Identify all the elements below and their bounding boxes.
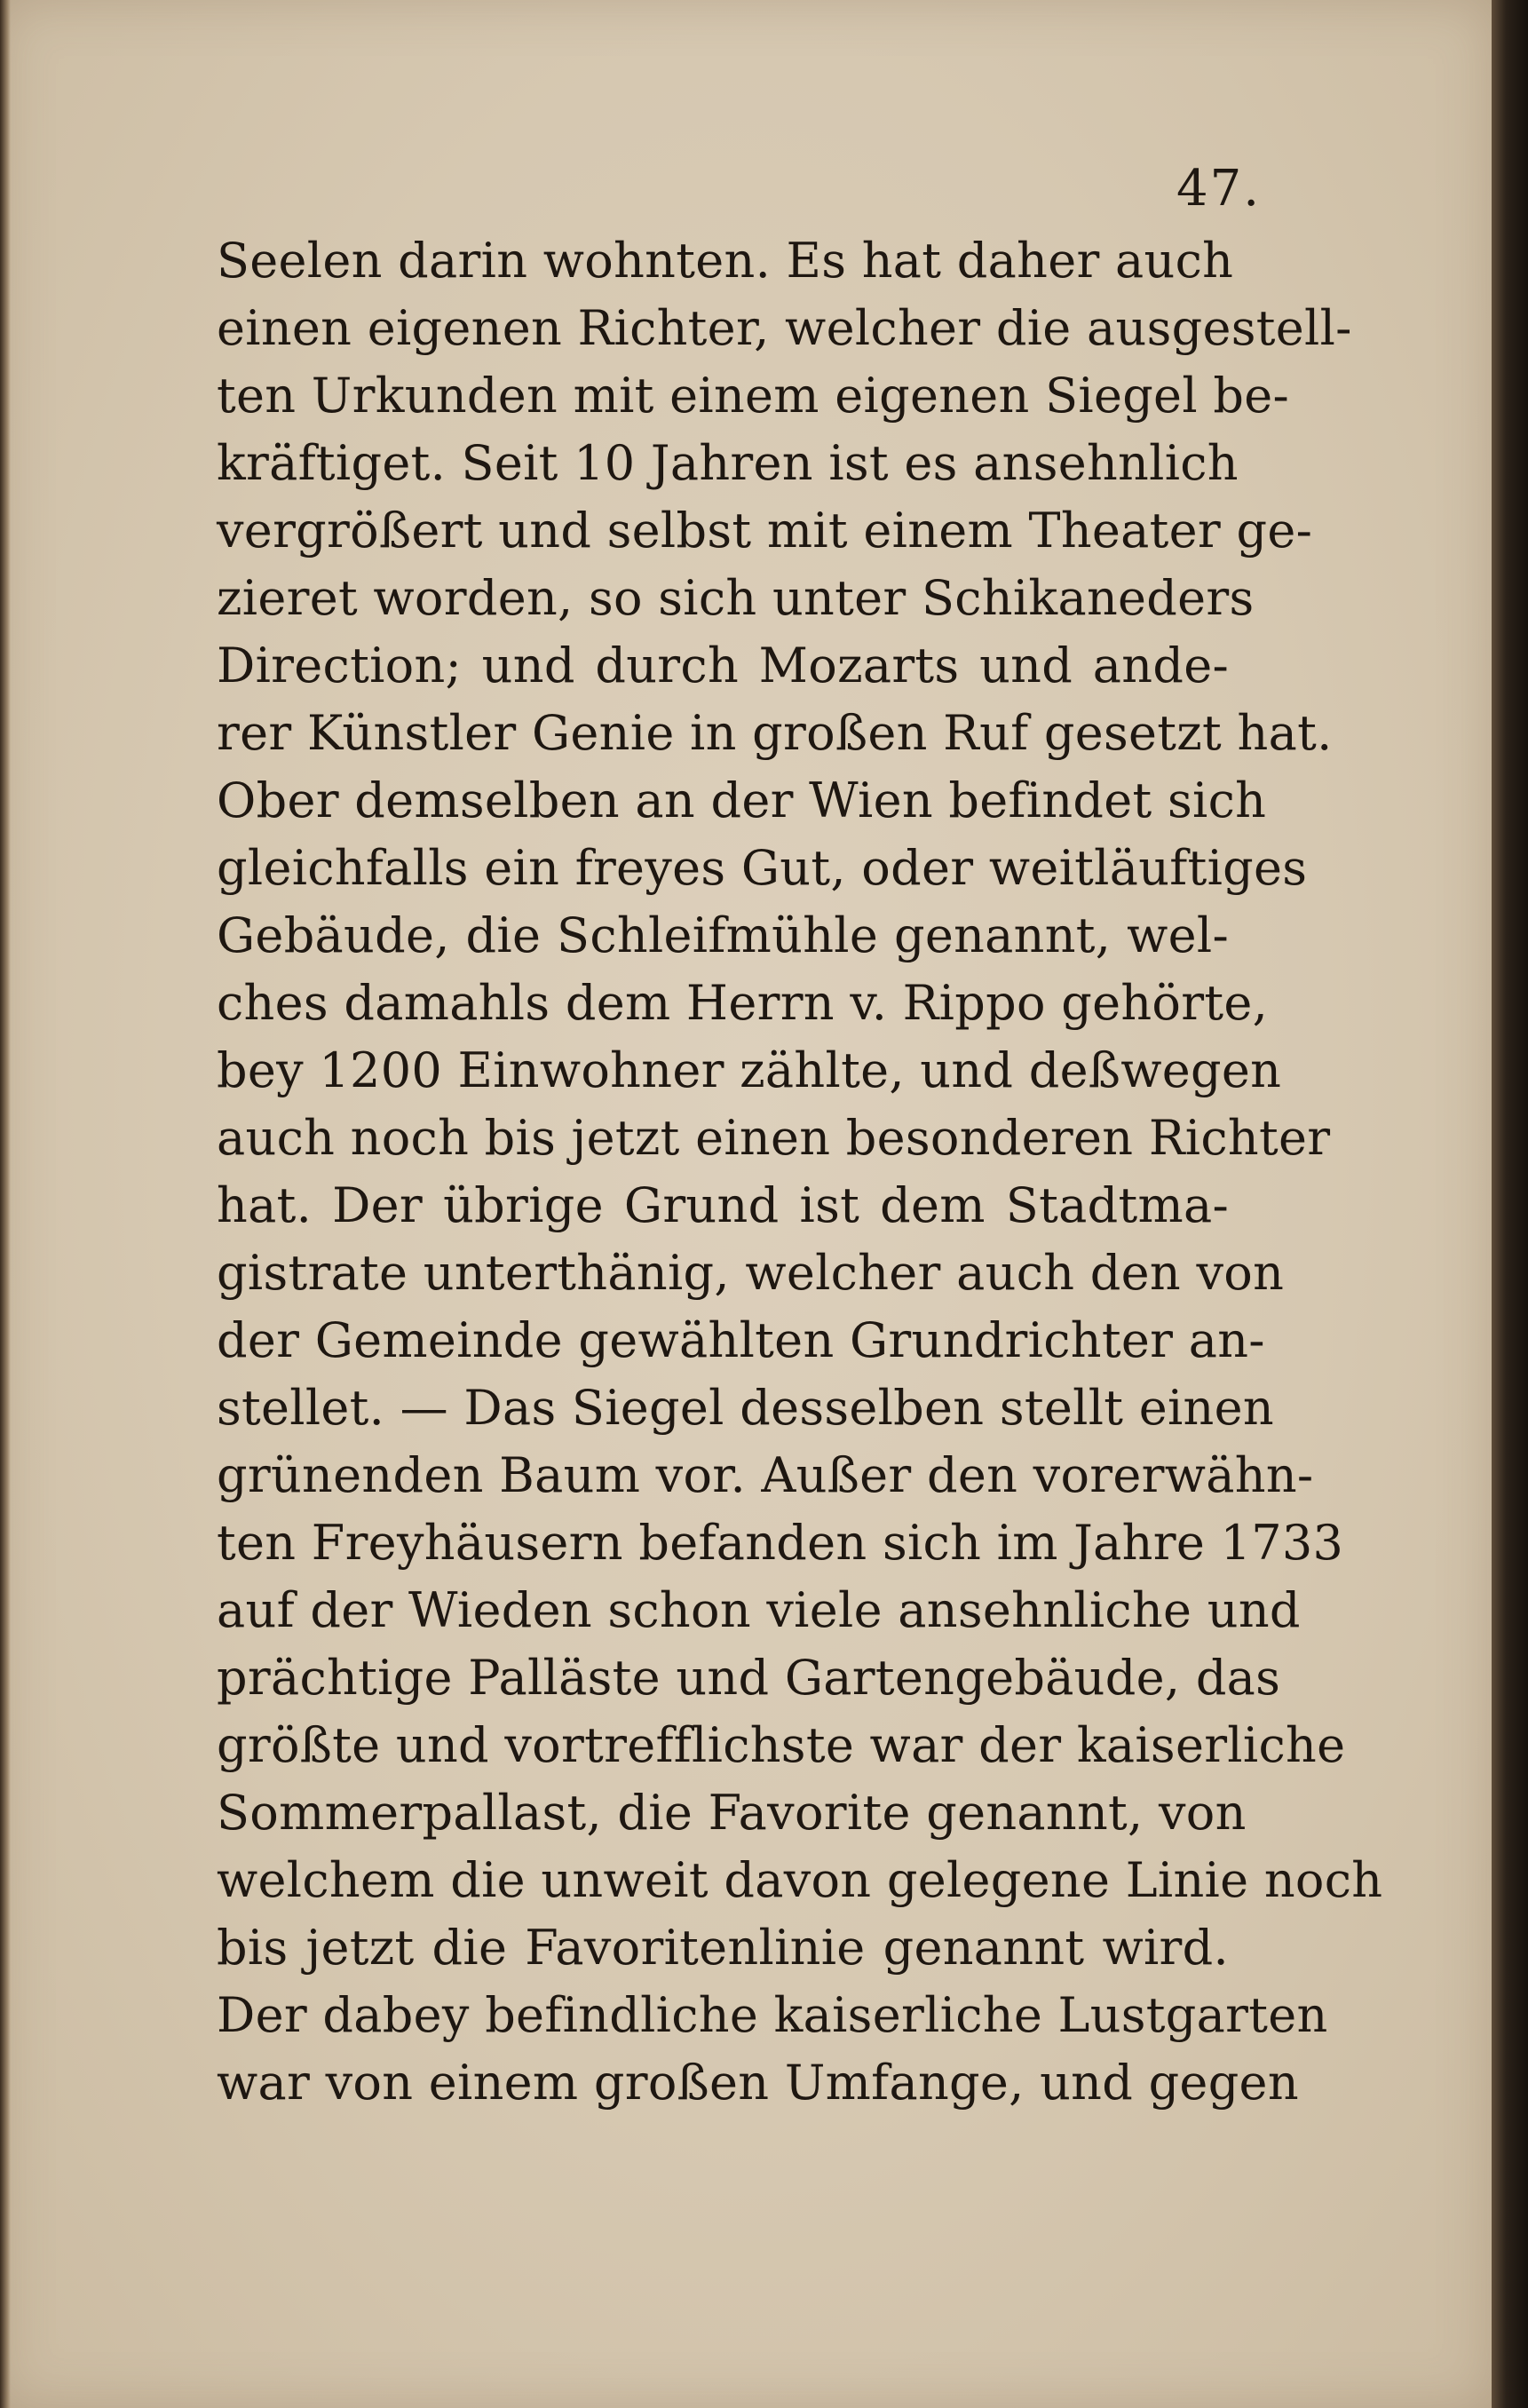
text-line: kräftiget. Seit 10 Jahren ist es ansehnlich [217,435,1239,491]
text-line: prächtige Palläste und Gartengebäude, das [217,1650,1281,1706]
text-line: ches damahls dem Herrn v. Rippo gehörte, [217,975,1269,1031]
book-binding-edge [1492,0,1528,2408]
body-text [217,227,1383,2117]
text-line: einen eigenen Richter, welcher die ausgestell- [217,300,1352,356]
text-line: Direction; und durch Mozarts und ande- [217,638,1229,693]
text-line: Seelen darin wohnten. Es hat daher auch [217,233,1234,289]
text-line: welchem die unweit davon gelegene Linie noch [217,1852,1383,1908]
text-line: gistrate unterthänig, welcher auch den von [217,1245,1285,1301]
text-line: größte und vortrefflichste war der kaiserliche [217,1717,1346,1773]
text-line: auf der Wieden schon viele ansehnliche und [217,1582,1301,1638]
text-line: grünenden Baum vor. Außer den vorerwähn- [217,1447,1314,1503]
text-line: Der dabey befindliche kaiserliche Lustgarten [217,1987,1328,2043]
text-line: stellet. — Das Siegel desselben stellt einen [217,1380,1274,1436]
text-line: gleichfalls ein freyes Gut, oder weitläuftiges [217,840,1308,896]
text-line: Gebäude, die Schleifmühle genannt, wel- [217,907,1229,963]
text-line: war von einem großen Umfange, und gegen [217,2055,1299,2111]
page-gutter-edge [0,0,11,2408]
page-number: 47. [1176,160,1261,218]
text-line: zieret worden, so sich unter Schikaneders [217,570,1255,626]
text-line: bey 1200 Einwohner zählte, und deßwegen [217,1042,1282,1098]
text-line: hat. Der übrige Grund ist dem Stadtma- [217,1177,1229,1233]
text-line: rer Künstler Genie in großen Ruf gesetzt hat. [217,705,1333,761]
text-line: ten Urkunden mit einem eigenen Siegel be- [217,368,1290,424]
text-line: ten Freyhäusern befanden sich im Jahre 1733 [217,1515,1344,1571]
text-line: auch noch bis jetzt einen besonderen Richter [217,1110,1331,1166]
text-line: Sommerpallast, die Favorite genannt, von [217,1785,1247,1841]
text-line: vergrößert und selbst mit einem Theater ge- [217,503,1313,558]
text-line: bis jetzt die Favoritenlinie genannt wird. [217,1920,1229,1976]
text-line: der Gemeinde gewählten Grundrichter an- [217,1312,1265,1368]
text-line: Ober demselben an der Wien befindet sich [217,772,1267,828]
